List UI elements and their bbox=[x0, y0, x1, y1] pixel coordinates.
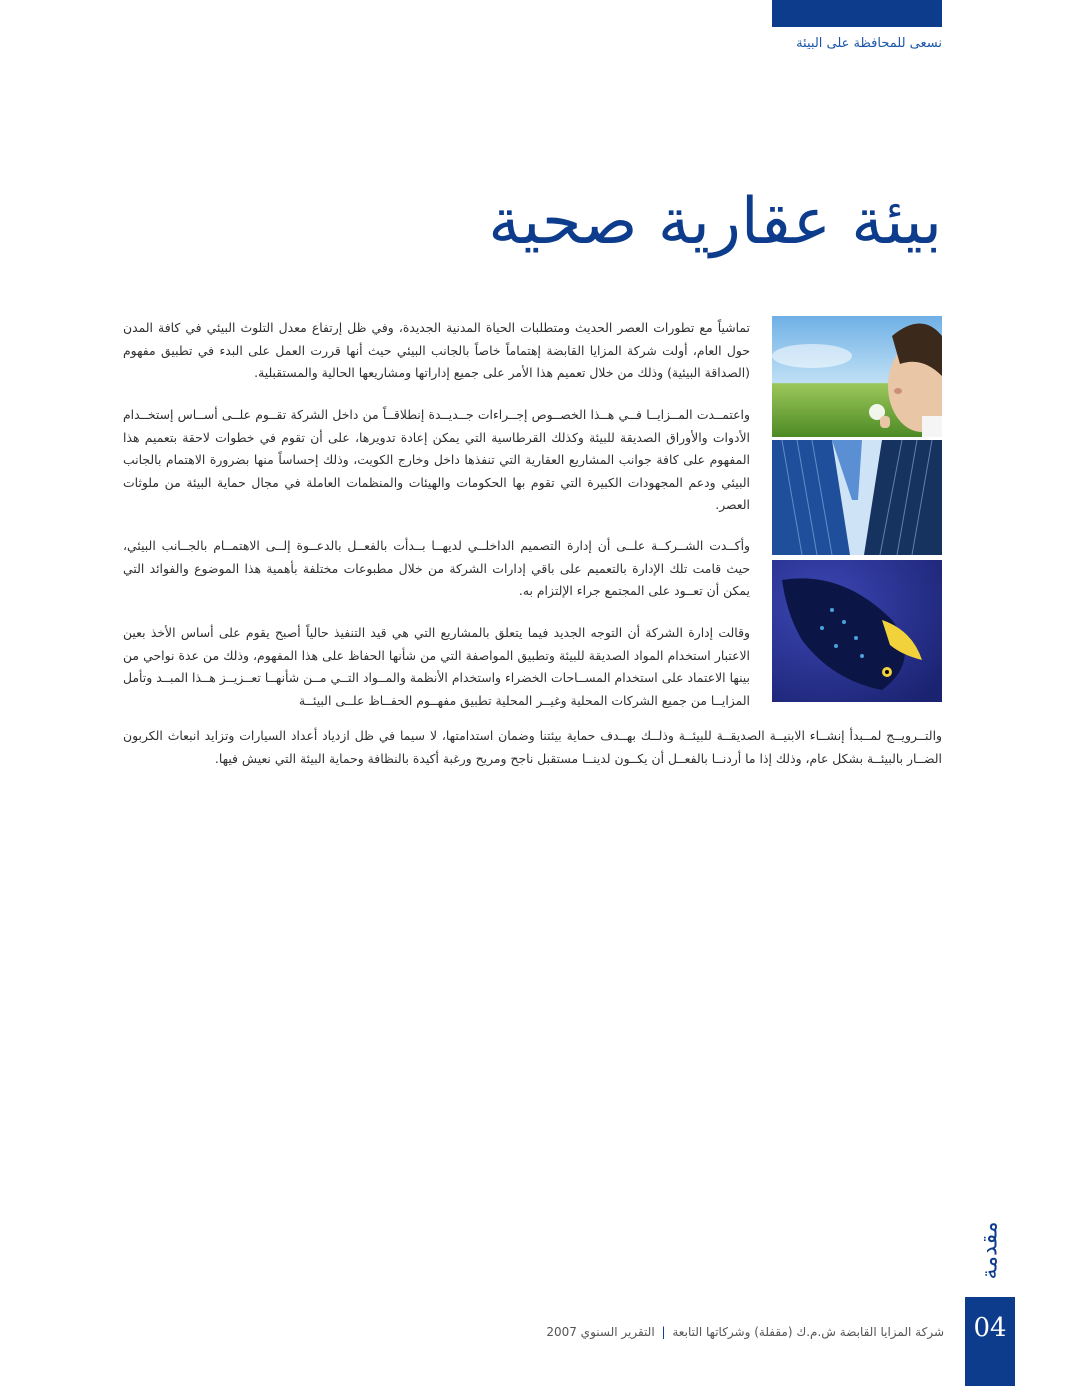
page-title: بيئة عقارية صحية bbox=[488, 185, 942, 259]
header-accent-bar bbox=[772, 0, 942, 27]
body-paragraph: تماشياً مع تطورات العصر الحديث ومتطلبات الحياة المدنية الجديدة، وفي ظل إرتفاع معدل التلوث البيئي في كافة المدن حول العام، أولت شركة المزايا القابضة إهتماماً خاصاً بالجانب البيئي حيث أنها قررت العمل على البدء في تطبيق مفهوم (الصداقة البيئية) وذلك من خلال تعميم هذا الأمر على جميع إداراتها ومشاريعها الحالية والمستقبلية. bbox=[123, 320, 750, 381]
skyscrapers-looking-up-photo bbox=[772, 440, 942, 555]
footer bbox=[400, 1325, 944, 1339]
body-paragraph: وقالت إدارة الشركة أن التوجه الجديد فيما يتعلق بالمشاريع التي هي قيد التنفيذ حالياً أصبح يقوم على أساس الأخذ بعين الاعتبار استخدام المواد الصديقة للبيئة وتطبيق المواصفة التي من شأنها الحفاظ على هذا المفهوم، وذلك من عدة نواحي من بينها الاعتماد على استخدام المســاحات الخضراء واستخدام الأنظمة والمــواد التــي مــن شأنهــا تعــزيــز هــذا المبــد وتأمل المزايــا من جميع الشركات المحلية وغيــر المحلية تطبيق مفهــوم الحفــاظ علــى البيئــة bbox=[123, 625, 750, 708]
section-label: مقدمة bbox=[977, 1220, 1003, 1280]
body-paragraph: واعتمــدت المــزايــا فــي هــذا الخصــوص إجــراءات جــديــدة إنطلاقــاً من داخل الشركة تقــوم علــى أســاس إستخــدام الأدوات والأوراق الصديقة للبيئة وكذلك القرطاسية التي يمكن إعادة تدويرها، على أن تقوم في خطوات لاحقة بتعميم هذا المفهوم على كافة جوانب المشاريع العقارية التي تنفذها داخل وخارج الكويت، وذلك إحساساً منها بضرورة الاهتمام بالجانب البيئي ودعم المجهودات الكبيرة التي تقوم بها الحكومات والهيئات والمنظمات العاملة في مجال حماية البيئة من ملوثات العصر. bbox=[123, 407, 750, 513]
footer-company: شركة المزايا القابضة ش.م.ك (مقفلة) وشركاتها التابعة bbox=[672, 1325, 944, 1339]
page-number: 04 bbox=[965, 1297, 1015, 1386]
header-tagline: نسعى للمحافظة على البيئة bbox=[796, 36, 942, 51]
body-paragraph: والتــرويــج لمــبدأ إنشــاء الابنيــة الصديقــة للبيئــة وذلــك بهــدف حماية بيئتنا وضمان استدامتها، لا سيما في ظل ازدياد أعداد السيارات وتزايد انبعاث الكربون الضــار بالبيئــة بشكل عام، وذلك إذا ما أردنــا بالفعــل أن يكــون لدينــا مستقبل ناجح ومريح ورغبة أكيدة بالنظافة وحماية البيئة التي نعيش فيها. bbox=[123, 728, 942, 766]
footer-report: التقرير السنوي 2007 bbox=[546, 1325, 655, 1339]
blue-fish-photo bbox=[772, 560, 942, 702]
footer-separator: | bbox=[661, 1325, 666, 1339]
body-paragraph: وأكــدت الشــركــة علــى أن إدارة التصميم الداخلــي لديهــا بــدأت بالفعــل بالدعــوة إلــى الاهتمــام بالجــانب البيئي، حيث قامت تلك الإدارة بالتعميم على باقي إدارات الشركة من خلال مطبوعات مختلفة بأهمية هذا الموضوع والفوائد التي يمكن أن تعــود على المجتمع جراء الإلتزام به. bbox=[123, 538, 750, 599]
child-blowing-dandelion-photo bbox=[772, 316, 942, 437]
